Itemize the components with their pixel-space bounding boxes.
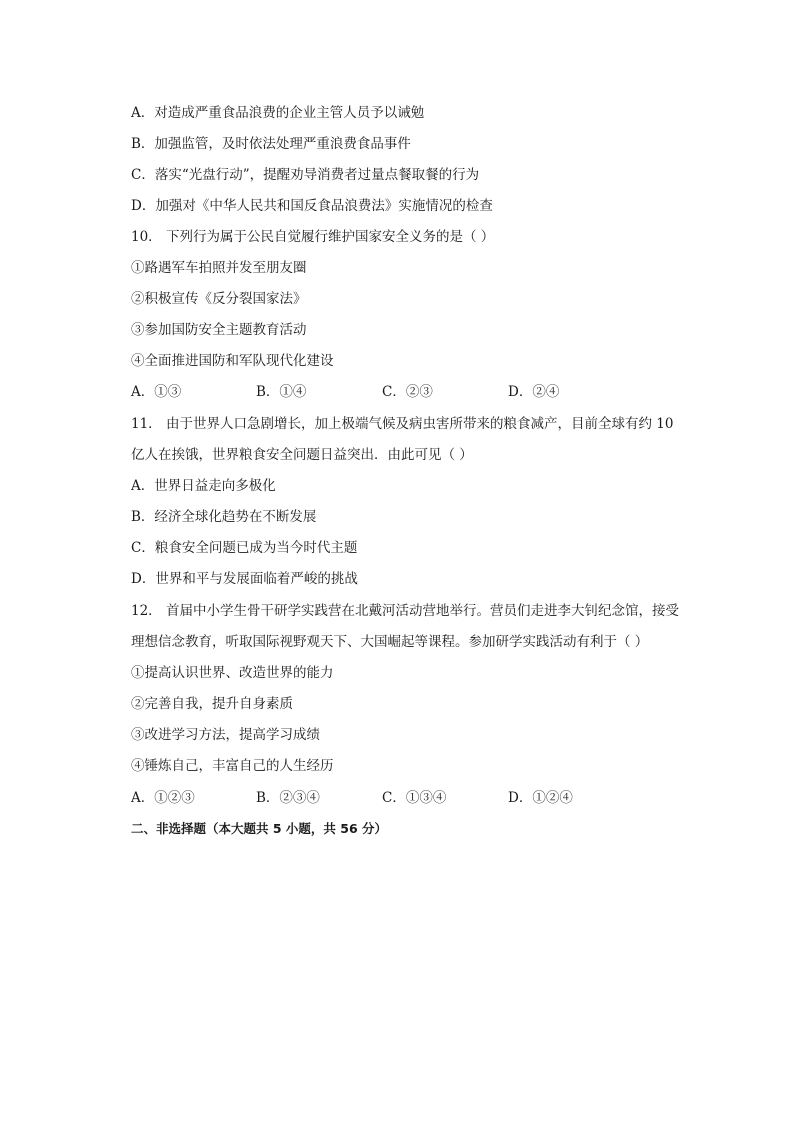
q11-option-c: C．粮食安全问题已成为当今时代主题 bbox=[131, 540, 358, 556]
q12-options bbox=[131, 789, 691, 807]
q12-stem-line-2: 理想信念教育，听取国际视野观天下、大国崛起等课程。参加研学实践活动有利于（ ） bbox=[131, 634, 649, 650]
q10-options bbox=[131, 383, 691, 401]
q9-option-d: D．加强对《中华人民共和国反食品浪费法》实施情况的检查 bbox=[131, 198, 493, 214]
q11-option-d: D．世界和平与发展面临着严峻的挑战 bbox=[131, 571, 358, 587]
q12-item-2: ②完善自我，提升自身素质 bbox=[131, 696, 293, 712]
q12-option-c: C．①③④ bbox=[382, 790, 447, 806]
q10-item-1: ①路遇军车拍照并发至朋友圈 bbox=[131, 260, 307, 276]
q10-option-a: A．①③ bbox=[131, 384, 182, 400]
q11-option-a: A．世界日益走向多极化 bbox=[131, 478, 276, 494]
section-2-heading: 二、非选择题（本大题共 5 小题，共 56 分） bbox=[131, 821, 388, 836]
q12-item-3: ③改进学习方法，提高学习成绩 bbox=[131, 727, 320, 743]
q12-option-d: D．①②④ bbox=[508, 790, 573, 806]
q10-option-d: D．②④ bbox=[508, 384, 560, 400]
q10-item-3: ③参加国防安全主题教育活动 bbox=[131, 322, 307, 338]
q10-option-b: B．①④ bbox=[256, 384, 307, 400]
q10-option-c: C．②③ bbox=[382, 384, 433, 400]
q11-stem-line-1: 11． 由于世界人口急剧增长，加上极端气候及病虫害所带来的粮食减产，目前全球有约 10 bbox=[131, 416, 674, 432]
q10-item-4: ④全面推进国防和军队现代化建设 bbox=[131, 353, 334, 369]
q10-item-2: ②积极宣传《反分裂国家法》 bbox=[131, 291, 307, 307]
q11-option-b: B．经济全球化趋势在不断发展 bbox=[131, 509, 317, 525]
q11-stem-line-2: 亿人在挨饿，世界粮食安全问题日益突出．由此可见（ ） bbox=[131, 447, 473, 463]
q9-option-b: B．加强监管，及时依法处理严重浪费食品事件 bbox=[131, 136, 411, 152]
q12-item-1: ①提高认识世界、改造世界的能力 bbox=[131, 665, 334, 681]
q12-stem-line-1: 12． 首届中小学生骨干研学实践营在北戴河活动营地举行。营员们走进李大钊纪念馆，接受 bbox=[131, 603, 679, 619]
q9-option-a: A．对造成严重食品浪费的企业主管人员予以诫勉 bbox=[131, 105, 425, 121]
q10-stem: 10． 下列行为属于公民自觉履行维护国家安全义务的是（ ） bbox=[131, 229, 495, 245]
q12-option-a: A．①②③ bbox=[131, 790, 195, 806]
q12-item-4: ④锤炼自己，丰富自己的人生经历 bbox=[131, 758, 334, 774]
q12-option-b: B．②③④ bbox=[256, 790, 320, 806]
q9-option-c: C．落实“光盘行动”，提醒劝导消费者过量点餐取餐的行为 bbox=[131, 167, 480, 183]
